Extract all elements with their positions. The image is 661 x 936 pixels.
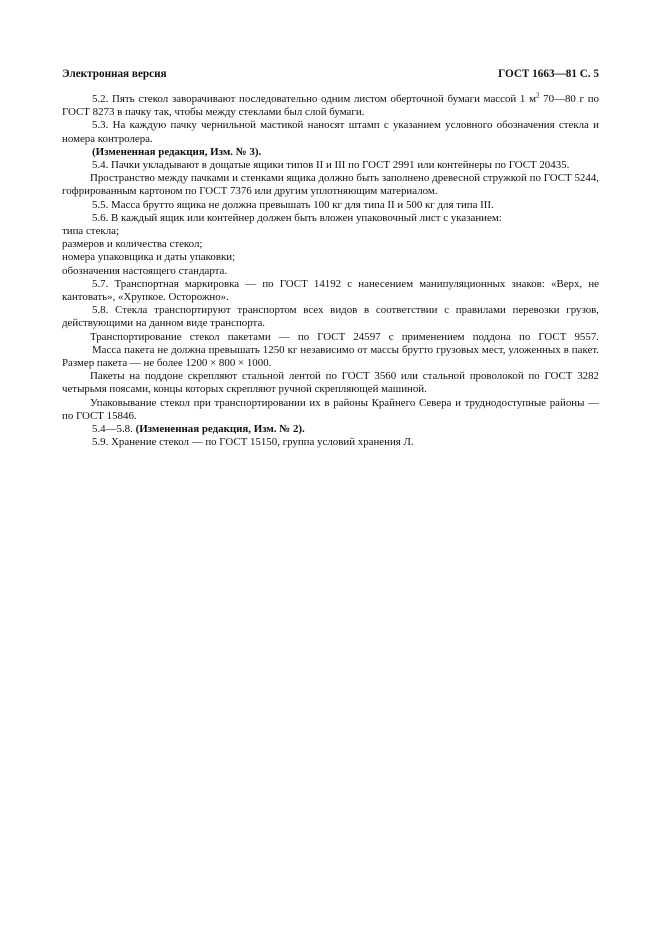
header-standard-page: ГОСТ 1663—81 С. 5: [498, 68, 599, 80]
paragraph-far-north: Упаковывание стекол при транспортировании их в районы Крайнего Севера и труднодоступные районы — по ГОСТ 15846.: [62, 396, 599, 422]
list-item: размеров и количества стекол;: [62, 238, 203, 251]
list-item: обозначения настоящего стандарта.: [62, 264, 228, 277]
list-item: номера упаковщика и даты упаковки;: [62, 251, 236, 264]
amendment-text: (Измененная редакция, Изм. № 2).: [135, 423, 305, 436]
paragraph-5-4: 5.4. Пачки укладывают в дощатые ящики типов II и III по ГОСТ 2991 или контейнеры по ГОСТ 20435.: [92, 159, 570, 172]
paragraph-space-filling: Пространство между пачками и стенками ящика должно быть заполнено древесной стружкой по ГОСТ 5244, гофрированным картоном по ГОСТ 7376 или другим уплотняющим материалом.: [62, 172, 599, 198]
paragraph-5-3: 5.3. На каждую пачку чернильной мастикой наносят штамп с указанием условного обозначения стекла и номера контролера.: [62, 119, 599, 145]
paragraph-5-2: [62, 93, 599, 119]
list-item: типа стекла;: [62, 225, 119, 238]
paragraph-5-5: 5.5. Масса брутто ящика не должна превышать 100 кг для типа II и 500 кг для типа III.: [92, 198, 494, 211]
paragraph-5-2-text: 5.2. Пять стекол заворачивают последовательно одним листом оберточной бумаги массой 1 м: [92, 93, 536, 105]
paragraph-5-8: 5.8. Стекла транспортируют транспортом всех видов в соответствии с правилами перевозки грузов, действующими на данном виде транспорта.: [62, 304, 599, 330]
paragraph-5-6: 5.6. В каждый ящик или контейнер должен быть вложен упаковочный лист с указанием:: [92, 211, 502, 224]
paragraph-package-mass: Масса пакета не должна превышать 1250 кг независимо от массы брутто грузовых мест, уложенных в пакет. Размер пакета — не более 1200 × 800 × 1000.: [62, 343, 599, 370]
paragraph-5-7: 5.7. Транспортная маркировка — по ГОСТ 14192 с нанесением манипуляционных знаков: «Верх, не кантовать», «Хрупкое. Осторожно».: [62, 277, 599, 304]
document-body: [62, 93, 599, 449]
amendment-note-3: (Измененная редакция, Изм. № 3).: [92, 145, 262, 158]
header-edition: Электронная версия: [62, 68, 167, 80]
paragraph-5-9: 5.9. Хранение стекол — по ГОСТ 15150, группа условий хранения Л.: [92, 436, 414, 449]
paragraph-5-2-cont: 70—80 г по ГОСТ 8273 в пачку так, чтобы между стеклами был слой бумаги.: [62, 93, 599, 119]
amendment-range: 5.4—5.8.: [92, 423, 133, 436]
paragraph-pallet-fastening: Пакеты на поддоне скрепляют стальной лентой по ГОСТ 3560 или стальной проволокой по ГОСТ 3282 четырьмя поясами, концы которых скрепляют ручной скрепляющей машиной.: [62, 370, 599, 396]
paragraph-transport-packages: Транспортирование стекол пакетами — по ГОСТ 24597 с применением поддона по ГОСТ 9557.: [90, 330, 599, 343]
amendment-note-2: [62, 423, 599, 436]
superscript: 2: [535, 91, 540, 100]
